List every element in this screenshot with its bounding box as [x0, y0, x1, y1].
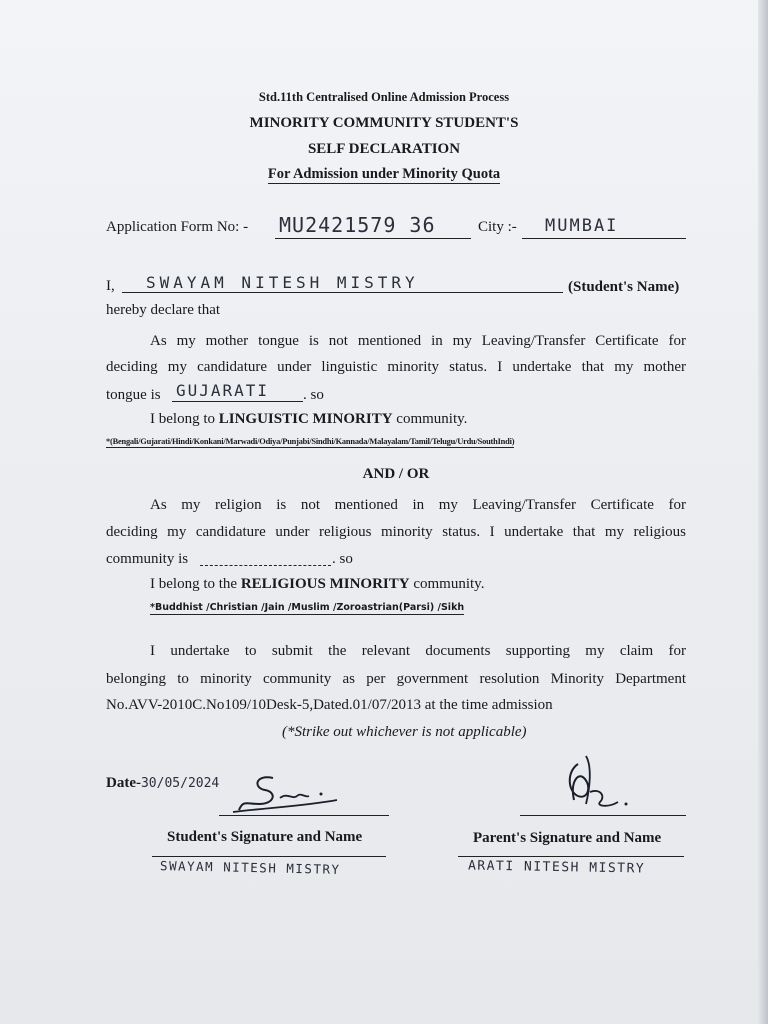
student-signature-label: Student's Signature and Name: [167, 829, 363, 845]
form-no-value: MU2421579 36: [279, 213, 436, 237]
date-label: Date-30/05/2024: [106, 775, 220, 791]
tongue-value: GUJARATI: [176, 381, 270, 400]
header-line-1: Std.11th Centralised Online Admission Process: [258, 90, 510, 104]
parent-signature: [556, 752, 646, 818]
strike-note: (*Strike out whichever is not applicable): [282, 724, 527, 740]
community-prefix: community is: [106, 551, 189, 567]
and-or-heading: AND / OR: [362, 466, 430, 482]
form-no-label: Application Form No: -: [106, 219, 249, 235]
religious-para-line-2: deciding my candidature under religious minority status. I undertake that my religious: [106, 524, 686, 540]
undertaking-line-3: No.AVV-2010C.No109/10Desk-5,Dated.01/07/2013 at the time admission: [106, 697, 553, 713]
header-title: MINORITY COMMUNITY STUDENT'S: [249, 115, 519, 131]
tongue-suffix: . so: [303, 387, 324, 403]
tongue-line: [172, 401, 303, 402]
community-blank-line: [200, 565, 331, 566]
linguistic-list: *(Bengali/Gujarati/Hindi/Konkani/Marwadi/Odiya/Punjabi/Sindhi/Kannada/Malayalam/Tamil/Telugu/Urdu/SouthIndi): [106, 437, 515, 446]
student-signature: [225, 770, 345, 820]
linguistic-belong: I belong to LINGUISTIC MINORITY community.: [150, 411, 468, 427]
tongue-prefix: tongue is: [106, 387, 161, 403]
parent-name-handwritten: ARATI NITESH MISTRY: [467, 858, 646, 877]
student-signature-line: [219, 815, 389, 816]
city-line: [522, 238, 686, 239]
form-no-line: [275, 238, 471, 239]
header-subtitle: SELF DECLARATION: [307, 141, 461, 157]
parent-signature-line: [520, 815, 686, 816]
religious-list: *Buddhist /Christian /Jain /Muslim /Zoroastrian(Parsi) /Sikh: [150, 602, 465, 613]
religious-para-line-1: As my religion is not mentioned in my Leaving/Transfer Certificate for: [150, 497, 686, 513]
linguistic-para-line-2: deciding my candidature under linguistic minority status. I undertake that my mother: [106, 359, 686, 375]
declare-text: hereby declare that: [106, 302, 221, 318]
community-suffix: . so: [332, 551, 353, 567]
student-name-label: (Student's Name): [568, 279, 680, 295]
religious-belong: I belong to the RELIGIOUS MINORITY community.: [150, 576, 485, 592]
student-name-line: [122, 292, 563, 293]
student-name-underline: [152, 856, 386, 857]
city-value: MUMBAI: [545, 216, 619, 236]
undertaking-line-1: I undertake to submit the relevant documents supporting my claim for: [150, 643, 686, 659]
student-name-handwritten: SWAYAM NITESH MISTRY: [159, 858, 341, 877]
student-name-value: SWAYAM NITESH MISTRY: [146, 273, 419, 292]
city-label: City :-: [478, 219, 517, 235]
parent-signature-label: Parent's Signature and Name: [473, 830, 662, 846]
student-prefix: I,: [106, 278, 115, 294]
undertaking-line-2: belonging to minority community as per government resolution Minority Department: [106, 671, 686, 687]
linguistic-para-line-1: As my mother tongue is not mentioned in my Leaving/Transfer Certificate for: [150, 333, 686, 349]
header-quota: For Admission under Minority Quota: [267, 166, 501, 182]
parent-name-underline: [458, 856, 684, 857]
